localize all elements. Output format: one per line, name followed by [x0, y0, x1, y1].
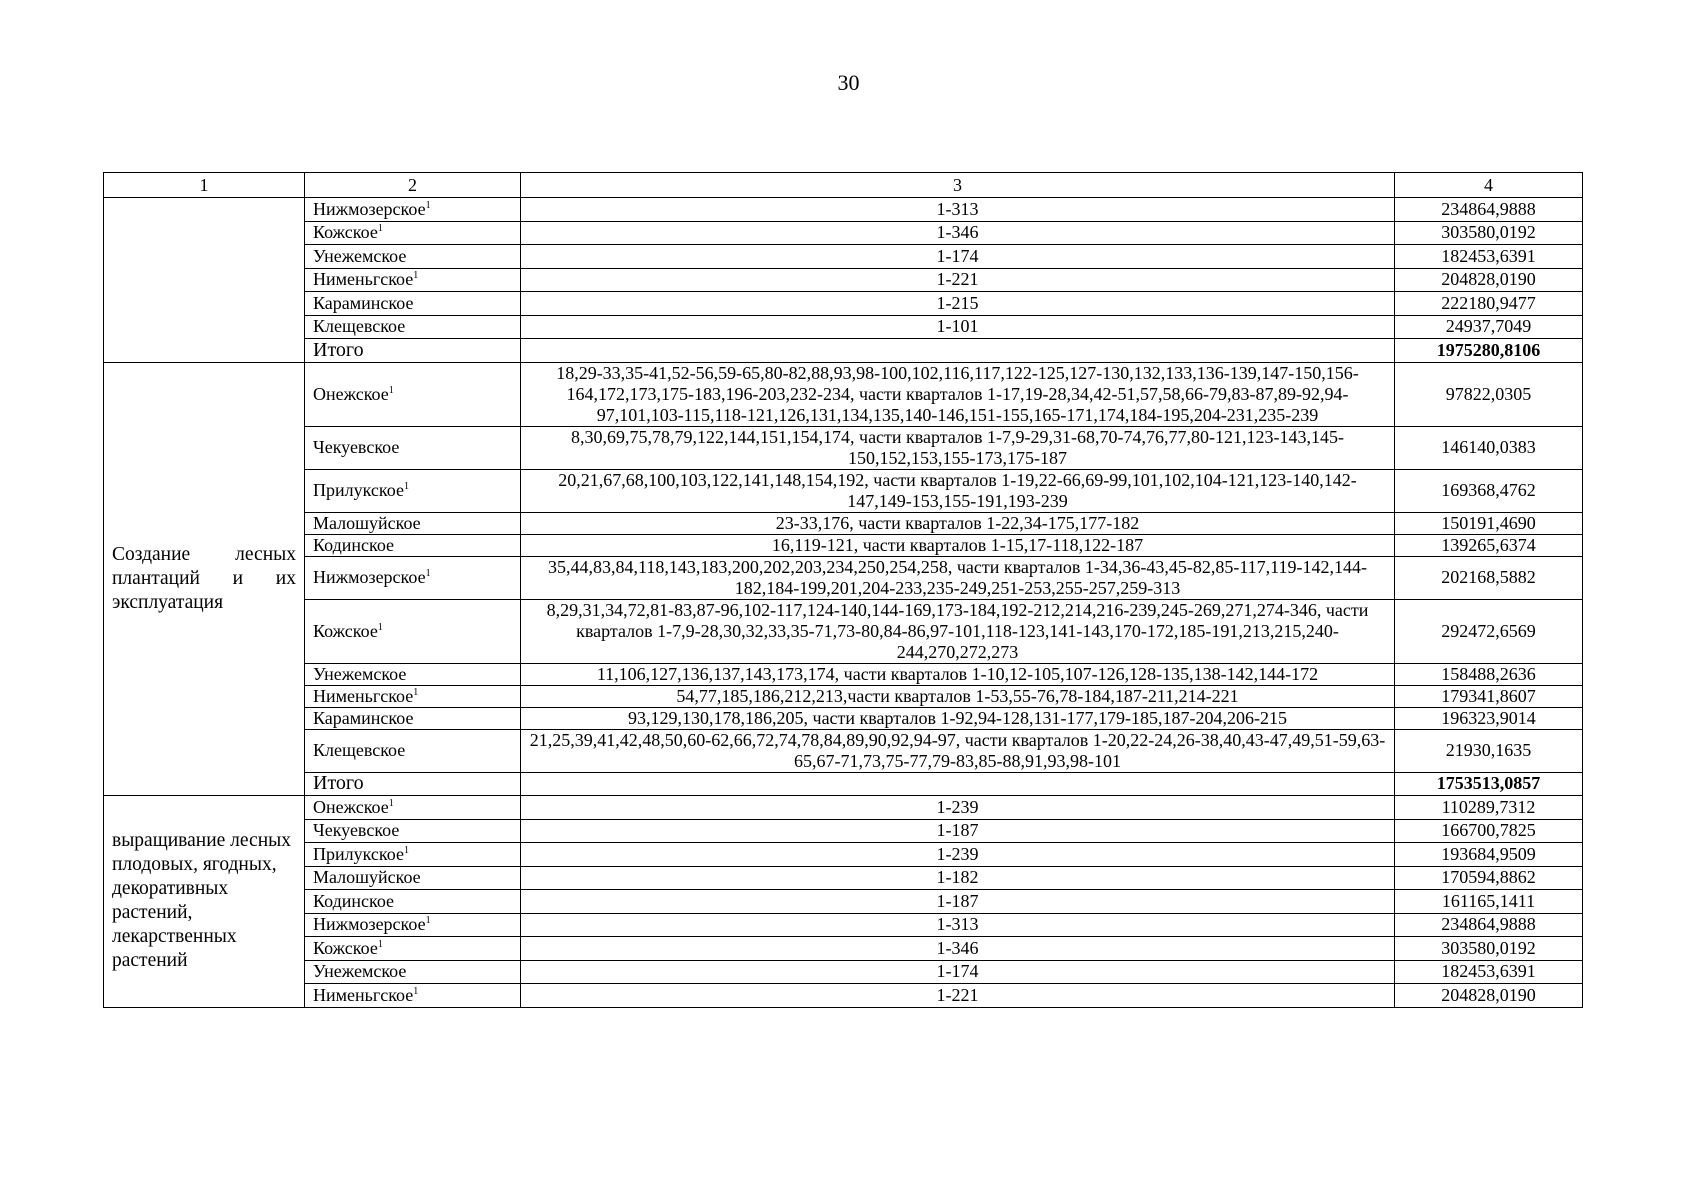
quarters-cell: 1-221: [521, 268, 1395, 292]
quarters-cell: 18,29-33,35-41,52-56,59-65,80-82,88,93,98-100,102,116,117,122-125,127-130,132,133,136-139,147-150,156-164,172,173,175-183,196-203,232-234, части кварталов 1-17,19-28,34,42-51,57,58,66-79,83-87,89-92,94-97,101,103-115,118-121,126,131,134,135,140-146,151-155,165-171,174,184-195,204-231,235-239: [521, 362, 1395, 426]
quarters-cell: 20,21,67,68,100,103,122,141,148,154,192, части кварталов 1-19,22-66,69-99,101,102,104-121,123-140,142-147,149-153,155-191,193-239: [521, 469, 1395, 512]
forestry-name: Прилукское: [313, 480, 404, 500]
table-row: [104, 198, 1583, 222]
forestry-name: Малошуйское: [313, 512, 421, 533]
area-cell: 169368,4762: [1395, 469, 1583, 512]
total-row: [104, 339, 1583, 363]
forestry-name: Онежское: [313, 796, 389, 817]
forestry-name-cell: [305, 315, 521, 339]
footnote-mark: 1: [388, 797, 394, 809]
section-label: [104, 198, 305, 363]
area-cell: 234864,9888: [1395, 198, 1583, 222]
footnote-mark: 1: [403, 844, 409, 856]
quarters-cell: 1-346: [521, 221, 1395, 245]
quarters-cell: 1-346: [521, 937, 1395, 961]
table-row: [104, 984, 1583, 1008]
forestry-name-cell: [305, 268, 521, 292]
table-row: [104, 729, 1583, 772]
quarters-cell: 1-215: [521, 292, 1395, 316]
area-cell: 234864,9888: [1395, 913, 1583, 937]
area-cell: 170594,8862: [1395, 866, 1583, 890]
table-row: [104, 268, 1583, 292]
area-cell: 24937,7049: [1395, 315, 1583, 339]
forestry-name-cell: [305, 534, 521, 556]
forestry-name-cell: [305, 707, 521, 729]
area-cell: 158488,2636: [1395, 663, 1583, 685]
area-cell: 139265,6374: [1395, 534, 1583, 556]
footnote-mark: 1: [388, 384, 394, 396]
total-label: Итого: [305, 772, 521, 796]
quarters-cell: 11,106,127,136,137,143,173,174, части кварталов 1-10,12-105,107-126,128-135,138-142,144-172: [521, 663, 1395, 685]
total-value: 1753513,0857: [1395, 772, 1583, 796]
table-row: [104, 843, 1583, 867]
area-cell: 110289,7312: [1395, 796, 1583, 820]
forestry-name: Чекуевское: [313, 437, 400, 457]
forestry-name-cell: [305, 937, 521, 961]
quarters-cell: 1-313: [521, 198, 1395, 222]
page-number: 30: [837, 70, 860, 95]
header-cell-3: 3: [521, 173, 1395, 198]
total-value: 1975280,8106: [1395, 339, 1583, 363]
forestry-name-cell: [305, 221, 521, 245]
section-label: выращивание лесных плодовых, ягодных, декоративных растений, лекарственных растений: [104, 796, 305, 1008]
table-row: [104, 707, 1583, 729]
area-cell: 166700,7825: [1395, 819, 1583, 843]
area-cell: 204828,0190: [1395, 268, 1583, 292]
forestry-name: Нименьгское: [313, 984, 414, 1005]
quarters-cell: 16,119-121, части кварталов 1-15,17-118,122-187: [521, 534, 1395, 556]
header-row: [104, 173, 1583, 198]
forestry-name: Кожское: [313, 222, 378, 243]
area-cell: 193684,9509: [1395, 843, 1583, 867]
forestry-name-cell: [305, 599, 521, 663]
forestry-name-cell: [305, 512, 521, 534]
forestry-name: Кодинское: [313, 890, 395, 911]
table-row: [104, 796, 1583, 820]
area-cell: 150191,4690: [1395, 512, 1583, 534]
area-cell: 21930,1635: [1395, 729, 1583, 772]
table-row: [104, 960, 1583, 984]
area-cell: 196323,9014: [1395, 707, 1583, 729]
quarters-cell: 1-174: [521, 245, 1395, 269]
table-row: [104, 221, 1583, 245]
table-row: [104, 890, 1583, 914]
footnote-mark: 1: [377, 938, 383, 950]
forestry-name: Нижмозерское: [313, 198, 426, 219]
quarters-cell: 1-239: [521, 843, 1395, 867]
forestry-name: Нименьгское: [313, 269, 414, 290]
footnote-mark: 1: [413, 985, 419, 997]
quarters-cell: 1-182: [521, 866, 1395, 890]
forestry-name-cell: [305, 556, 521, 599]
forestry-name: Унежемское: [313, 663, 407, 684]
forestry-name: Нименьгское: [313, 685, 414, 706]
forestry-name-cell: [305, 984, 521, 1008]
area-cell: 204828,0190: [1395, 984, 1583, 1008]
forestry-name: Малошуйское: [313, 867, 421, 888]
area-cell: 292472,6569: [1395, 599, 1583, 663]
quarters-cell: 1-221: [521, 984, 1395, 1008]
header-cell-2: 2: [305, 173, 521, 198]
footnote-mark: 1: [413, 686, 419, 698]
section-label: Создание лесных плантаций и их эксплуатация: [104, 362, 305, 796]
forestry-name: Клещевское: [313, 316, 406, 337]
forestry-name-cell: [305, 663, 521, 685]
quarters-cell: 35,44,83,84,118,143,183,200,202,203,234,250,254,258, части кварталов 1-34,36-43,45-82,85-117,119-142,144-182,184-199,201,204-233,235-249,251-253,255-257,259-313: [521, 556, 1395, 599]
forestry-name: Унежемское: [313, 961, 407, 982]
table-row: [104, 866, 1583, 890]
table-row: [104, 315, 1583, 339]
quarters-cell: 54,77,185,186,212,213,части кварталов 1-53,55-76,78-184,187-211,214-221: [521, 685, 1395, 707]
empty-cell: [521, 772, 1395, 796]
forestry-name-cell: [305, 819, 521, 843]
forestry-name: Прилукское: [313, 843, 404, 864]
area-cell: 202168,5882: [1395, 556, 1583, 599]
quarters-cell: 1-239: [521, 796, 1395, 820]
footnote-mark: 1: [377, 223, 383, 235]
forestry-name-cell: [305, 292, 521, 316]
forestry-name-cell: [305, 245, 521, 269]
table-row: [104, 819, 1583, 843]
quarters-cell: 1-187: [521, 819, 1395, 843]
table-row: [104, 937, 1583, 961]
footnote-mark: 1: [425, 568, 431, 579]
table-row: [104, 362, 1583, 426]
forestry-name-cell: [305, 685, 521, 707]
quarters-cell: 23-33,176, части кварталов 1-22,34-175,177-182: [521, 512, 1395, 534]
forestry-name-cell: [305, 469, 521, 512]
footnote-mark: 1: [377, 621, 383, 633]
forestry-name: Онежское: [313, 383, 389, 404]
table-row: [104, 913, 1583, 937]
footnote-mark: 1: [413, 270, 419, 282]
quarters-cell: 1-187: [521, 890, 1395, 914]
forestry-name: Кодинское: [313, 534, 395, 555]
footnote-mark: 1: [403, 481, 409, 492]
table-row: [104, 556, 1583, 599]
forestry-name: Караминское: [313, 707, 414, 728]
empty-cell: [521, 339, 1395, 363]
table-row: [104, 663, 1583, 685]
header-cell-1: 1: [104, 173, 305, 198]
area-cell: 182453,6391: [1395, 245, 1583, 269]
table-row: [104, 469, 1583, 512]
quarters-cell: 1-313: [521, 913, 1395, 937]
forestry-name-cell: [305, 913, 521, 937]
forestry-name: Нижмозерское: [313, 914, 426, 935]
table-row: [104, 512, 1583, 534]
area-cell: 179341,8607: [1395, 685, 1583, 707]
table-row: [104, 426, 1583, 469]
area-cell: 97822,0305: [1395, 362, 1583, 426]
forestry-name-cell: [305, 843, 521, 867]
forestry-name-cell: [305, 796, 521, 820]
quarters-cell: 93,129,130,178,186,205, части кварталов 1-92,94-128,131-177,179-185,187-204,206-215: [521, 707, 1395, 729]
forestry-name: Кожское: [313, 620, 378, 641]
forestry-name: Нижмозерское: [313, 567, 426, 587]
quarters-cell: 8,29,31,34,72,81-83,87-96,102-117,124-140,144-169,173-184,192-212,214,216-239,245-269,271,274-346, части кварталов 1-7,9-28,30,32,33,35-71,73-80,84-86,97-101,118-123,141-143,170-172,185-191,213,215,240-244,270,272,273: [521, 599, 1395, 663]
table-row: [104, 599, 1583, 663]
forestry-name-cell: [305, 866, 521, 890]
area-cell: 182453,6391: [1395, 960, 1583, 984]
quarters-cell: 21,25,39,41,42,48,50,60-62,66,72,74,78,84,89,90,92,94-97, части кварталов 1-20,22-24,26-38,40,43-47,49,51-59,63-65,67-71,73,75-77,79-83,85-88,91,93,98-101: [521, 729, 1395, 772]
area-cell: 222180,9477: [1395, 292, 1583, 316]
table-row: [104, 534, 1583, 556]
forestry-name: Клещевское: [313, 740, 406, 760]
table-row: [104, 685, 1583, 707]
area-cell: 303580,0192: [1395, 937, 1583, 961]
forestry-name-cell: [305, 960, 521, 984]
area-cell: 161165,1411: [1395, 890, 1583, 914]
area-cell: 303580,0192: [1395, 221, 1583, 245]
table-row: [104, 292, 1583, 316]
total-row: [104, 772, 1583, 796]
quarters-cell: 1-101: [521, 315, 1395, 339]
forestry-name: Караминское: [313, 292, 414, 313]
header-cell-4: 4: [1395, 173, 1583, 198]
footnote-mark: 1: [425, 915, 431, 927]
forestry-name-cell: [305, 362, 521, 426]
forestry-name: Кожское: [313, 937, 378, 958]
forestry-name-cell: [305, 890, 521, 914]
quarters-cell: 1-174: [521, 960, 1395, 984]
footnote-mark: 1: [425, 199, 431, 211]
forestry-name: Чекуевское: [313, 820, 400, 841]
forestry-table: [103, 172, 1583, 1008]
forestry-name: Унежемское: [313, 245, 407, 266]
forestry-name-cell: [305, 729, 521, 772]
table-row: [104, 245, 1583, 269]
forestry-name-cell: [305, 198, 521, 222]
quarters-cell: 8,30,69,75,78,79,122,144,151,154,174, части кварталов 1-7,9-29,31-68,70-74,76,77,80-121,123-143,145-150,152,153,155-173,175-187: [521, 426, 1395, 469]
forestry-name-cell: [305, 426, 521, 469]
area-cell: 146140,0383: [1395, 426, 1583, 469]
total-label: Итого: [305, 339, 521, 363]
